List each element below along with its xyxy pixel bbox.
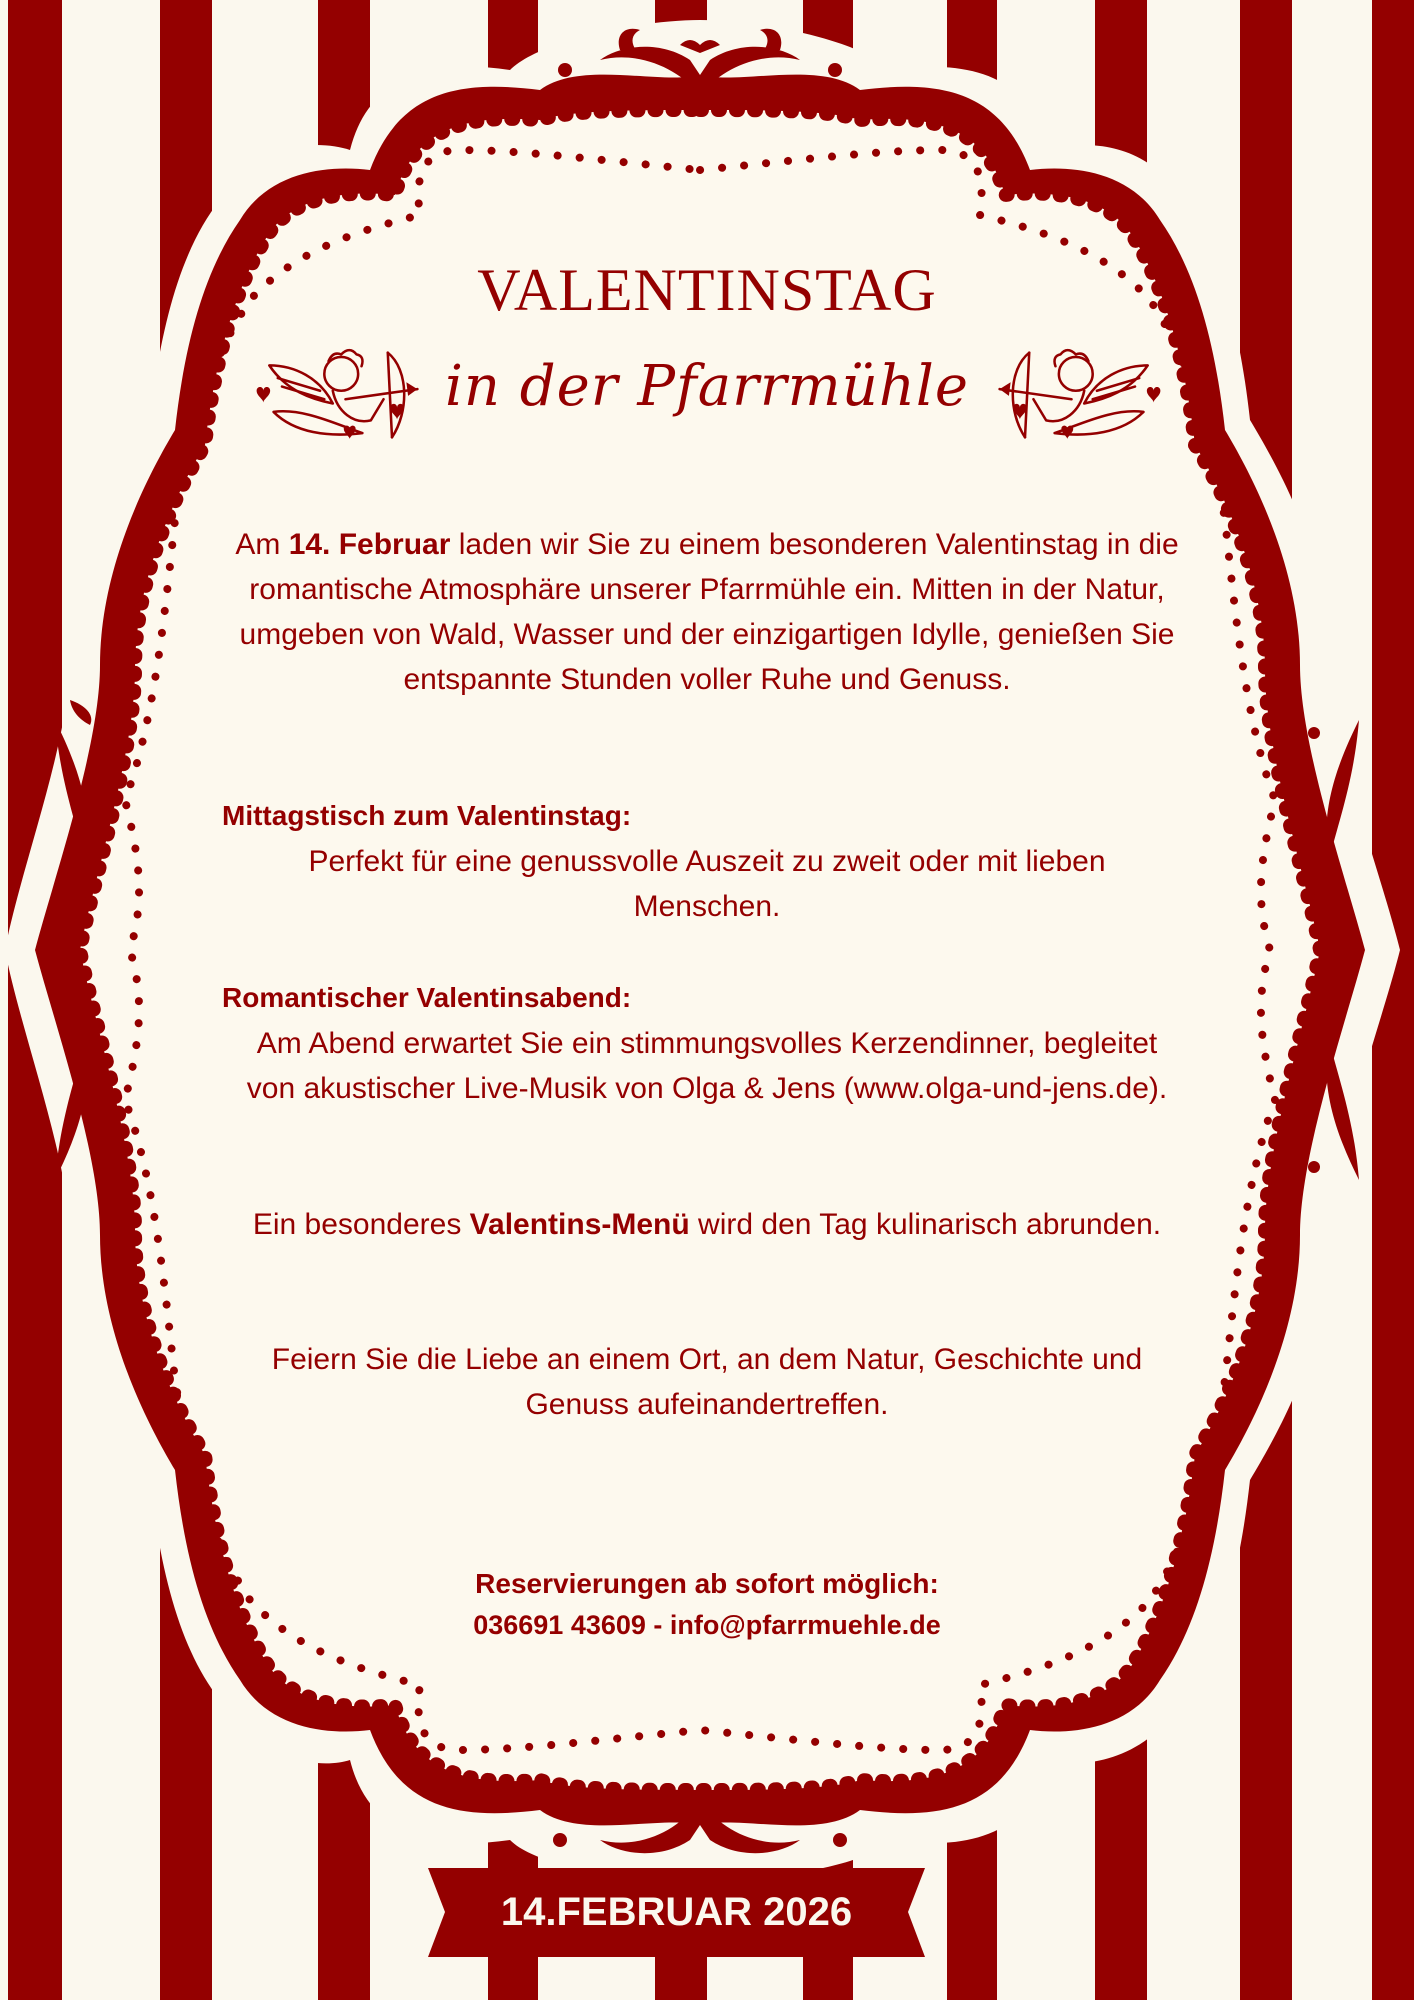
intro-date: 14. Februar (288, 528, 451, 561)
section-text-valentinsabend: Am Abend erwartet Sie ein stimmungsvolles Kerzendinner, begleitet von akustischer Live-Musik von Olga & Jens (www.olga-und-jens.de). (246, 1027, 1168, 1105)
reservation-email[interactable]: info@pfarrmuehle.de (669, 1610, 941, 1640)
ribbon-date: 14.FEBRUAR 2026 (500, 1890, 853, 1934)
section-heading-mittagstisch: Mittagstisch zum Valentinstag: (222, 800, 632, 831)
poster-title: VALENTINSTAG (477, 257, 937, 323)
intro-text: laden wir Sie zu einem besonderen Valentinstag in die romantische Atmosphäre unserer Pfarrmühle ein. Mitten in der Natur, umgeben von Wald, Wasser und der einzigartigen Idylle, genießen Sie entspannte Stunden voller Ruhe und Genuss. (239, 528, 1179, 696)
menu-suffix: wird den Tag kulinarisch abrunden. (689, 1208, 1162, 1241)
poster-subtitle: in der Pfarrmühle (445, 354, 969, 419)
reservation-contact (0, 1605, 1414, 1645)
menu-bold: Valentins-Menü (469, 1208, 690, 1241)
cupid-with-bow-icon (252, 340, 422, 450)
menu-prefix: Ein besonderes (252, 1208, 470, 1241)
menu-paragraph (230, 1202, 1184, 1247)
cupid-with-bow-icon (995, 340, 1165, 450)
intro-prefix: Am (235, 528, 289, 561)
reservation-title: Reservierungen ab sofort möglich: (475, 1568, 939, 1599)
section-text-mittagstisch: Perfekt für eine genussvolle Auszeit zu zweit oder mit lieben Menschen. (308, 845, 1106, 923)
reservation-phone[interactable]: 036691 43609 (473, 1610, 646, 1640)
reservation-separator: - (645, 1610, 670, 1640)
section-heading-valentinsabend: Romantischer Valentinsabend: (222, 982, 632, 1013)
intro-paragraph (220, 522, 1194, 702)
closing-paragraph: Feiern Sie die Liebe an einem Ort, an dem Natur, Geschichte und Genuss aufeinandertreffen. (271, 1343, 1143, 1421)
